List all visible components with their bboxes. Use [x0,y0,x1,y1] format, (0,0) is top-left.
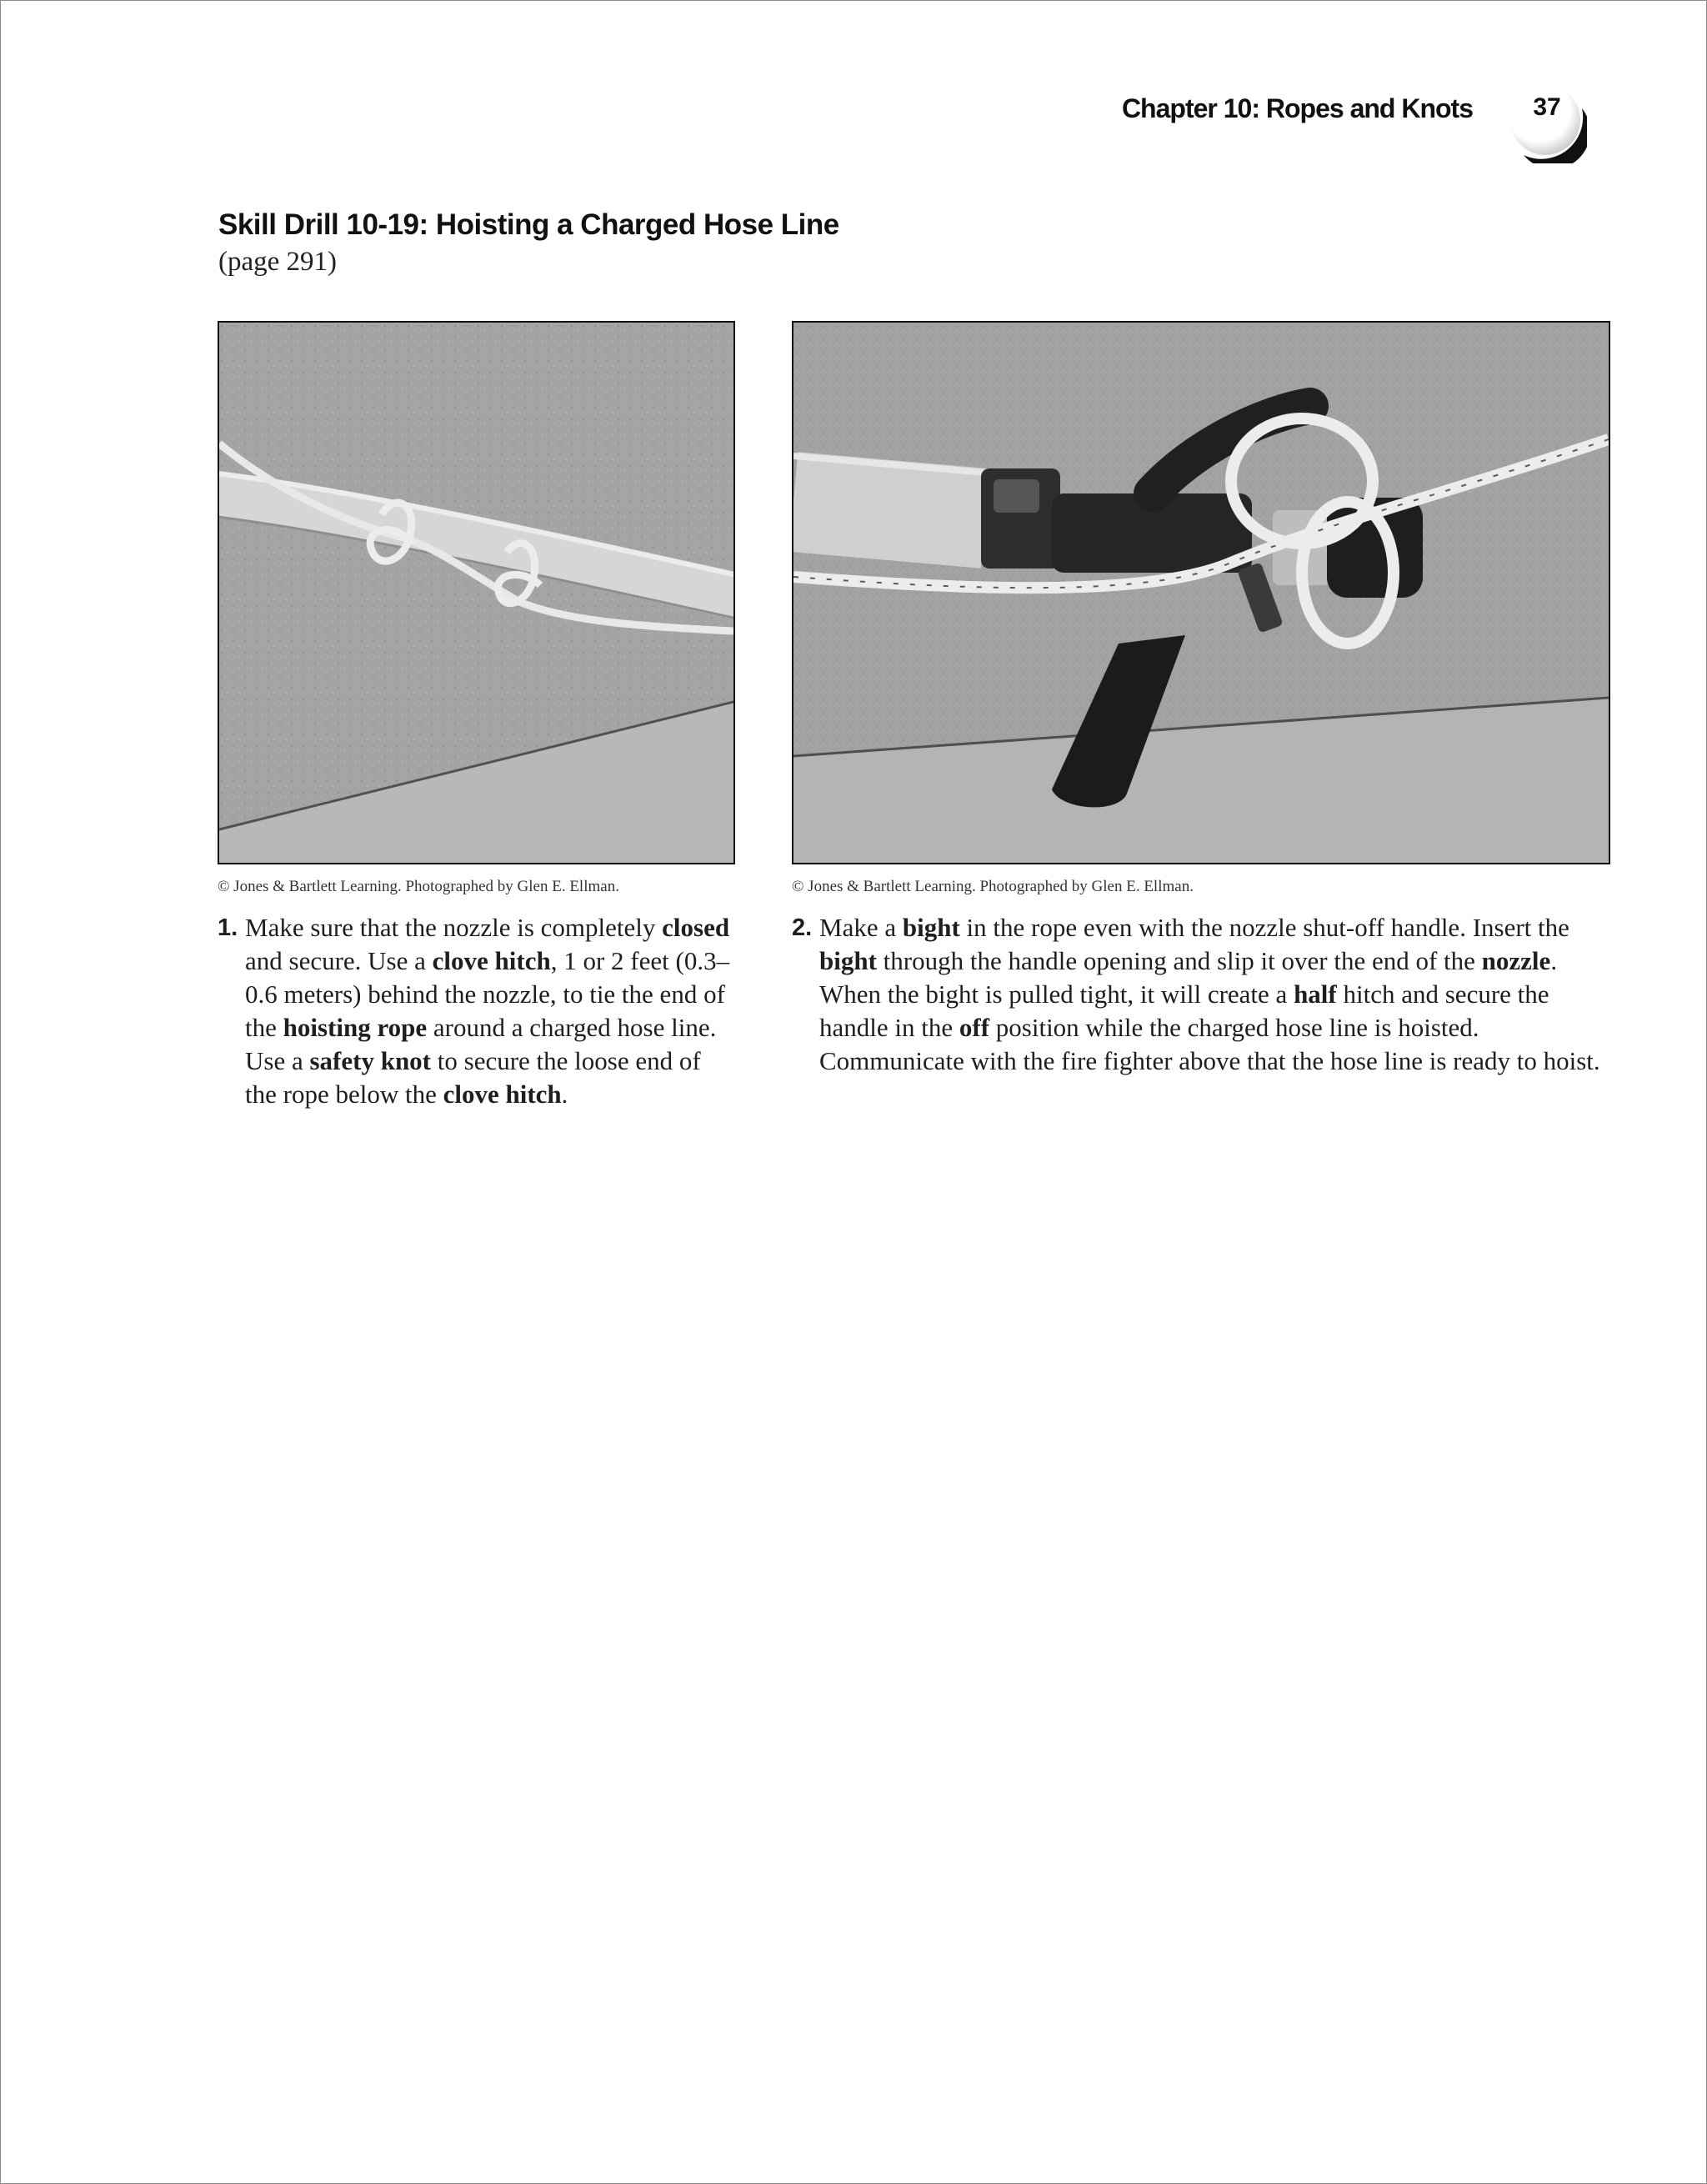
skill-drill-page-reference: (page 291) [218,247,338,277]
step-1 [218,911,733,1111]
step-text [245,911,733,1111]
step-bold-term: bight [902,913,960,942]
rope-clove-hitch-on-hose-photo-icon [219,323,733,863]
step-bold-term: safety knot [309,1046,432,1075]
step-bold-term: clove hitch [443,1079,562,1109]
step-text [819,911,1609,1078]
step-number: 1. [218,914,238,941]
nozzle-bight-photo [792,321,1610,864]
step-bold-term: closed [662,913,730,942]
step-bold-term: bight [819,946,877,975]
rope-bight-over-nozzle-photo-icon [793,323,1609,863]
step-text-run: in the rope even with the nozzle shut-off handle. Insert the [959,913,1569,942]
step-text-run: hitch and secure the handle in the [819,979,1549,1042]
step-bold-term: off [959,1013,990,1042]
step-text-run: . When the bight is pulled tight, it will create a [819,946,1558,1009]
photo-credit: © Jones & Bartlett Learning. Photographed by Glen E. Ellman. [218,878,619,895]
running-head: Chapter 10: Ropes and Knots [1121,93,1473,123]
page-number: 37 [1533,93,1561,121]
step-bold-term: hoisting rope [283,1013,428,1042]
step-text-run: . [561,1079,568,1109]
step-bold-term: nozzle [1481,946,1551,975]
step-text-run: Make sure that the nozzle is completely [245,913,663,942]
step-text-run: around a charged hose line. Use a [245,1013,717,1075]
step-text-run: , 1 or 2 feet (0.3–0.6 meters) behind the nozzle, to tie the end of the [245,946,730,1042]
step-bold-term: clove hitch [432,946,551,975]
step-text-run: Make a [819,913,903,942]
step-text-run: to secure the loose end of the rope below the [245,1046,701,1109]
step-text-run: position while the charged hose line is hoisted. Communicate with the fire fighter above that the hose line is ready to hoist. [819,1013,1600,1075]
photo-credit: © Jones & Bartlett Learning. Photographed by Glen E. Ellman. [792,878,1194,895]
step-text-run: and secure. Use a [245,946,433,975]
step-2 [792,911,1609,1078]
step-bold-term: half [1294,979,1337,1009]
clove-hitch-photo [218,321,735,864]
step-number: 2. [792,914,813,941]
skill-drill-title: Skill Drill 10-19: Hoisting a Charged Hose Line [218,208,839,241]
step-text-run: through the handle opening and slip it over the end of the [876,946,1482,975]
